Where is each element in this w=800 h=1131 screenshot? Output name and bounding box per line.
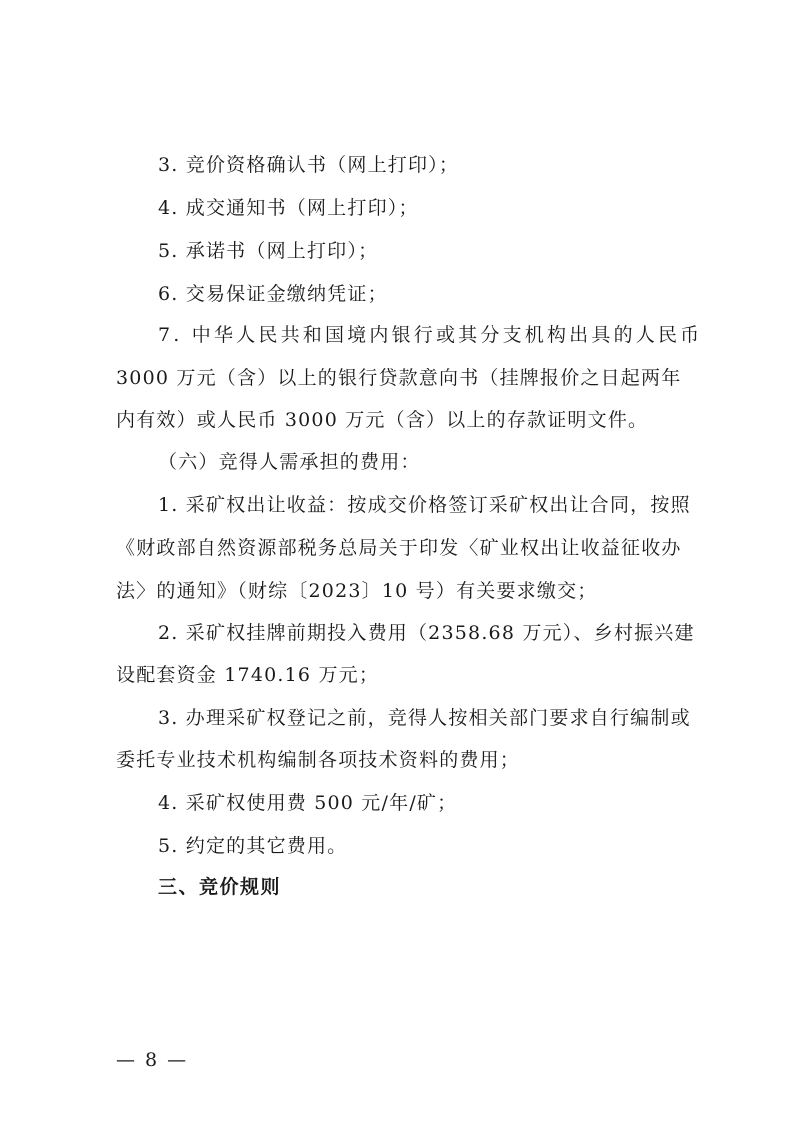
list-item: 4. 采矿权使用费 500 元/年/矿； (158, 792, 458, 814)
list-item: 1. 采矿权出让收益：按成交价格签订采矿权出让合同，按照 (158, 494, 691, 516)
list-item: 3. 竞价资格确认书（网上打印）； (158, 154, 460, 176)
page-number: — 8 — (116, 1049, 189, 1071)
list-item: 6. 交易保证金缴纳凭证； (158, 283, 388, 305)
list-item: 2. 采矿权挂牌前期投入费用（2358.68 万元）、乡村振兴建 (158, 622, 695, 644)
list-item: 5. 约定的其它费用。 (158, 835, 348, 857)
paragraph-line: 法〉的通知》（财综〔2023〕10 号）有关要求缴交； (116, 580, 598, 602)
section-heading: 三、竞价规则 (158, 876, 282, 898)
paragraph-line: 《财政部自然资源部税务总局关于印发〈矿业权出让收益征收办 (116, 537, 682, 559)
list-item: 5. 承诺书（网上打印）； (158, 240, 379, 262)
paragraph-line: 委托专业技术机构编制各项技术资料的费用； (116, 749, 521, 771)
list-item: 3. 办理采矿权登记之前，竞得人按相关部门要求自行编制或 (158, 707, 691, 729)
list-item: 7. 中华人民共和国境内银行或其分支机构出具的人民币 (158, 324, 703, 346)
paragraph-line: 内有效）或人民币 3000 万元（含）以上的存款证明文件。 (116, 409, 649, 431)
section-subheading: （六）竞得人需承担的费用： (158, 451, 421, 473)
paragraph-line: 设配套资金 1740.16 万元； (116, 664, 380, 686)
paragraph-line: 3000 万元（含）以上的银行贷款意向书（挂牌报价之日起两年 (116, 367, 682, 389)
list-item: 4. 成交通知书（网上打印）； (158, 197, 419, 219)
